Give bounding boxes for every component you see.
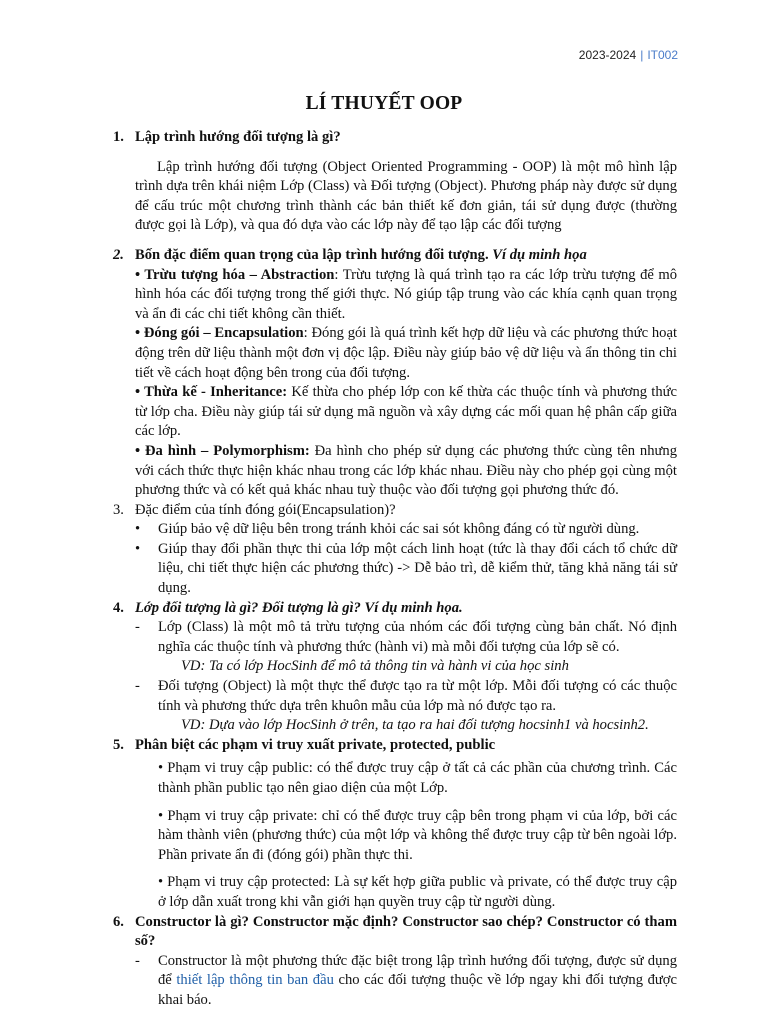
- section-number: 5.: [113, 736, 124, 753]
- feature-text: Đa hình cho phép sử dụng các phương thức cùng tên nhưng với cách thức thực hiện khác nhau trong các lớp khác nhau. Điều này cho phép gọi cùng một phương thức và có kết quả khác nhau tuỳ thuộc vào đối tượng gọi phương thức đó.: [135, 442, 677, 499]
- header-course-code: IT002: [647, 48, 678, 62]
- section-1-paragraph: Lập trình hướng đối tượng (Object Oriented Programming - OOP) là một mô hình lập trình dựa trên khái niệm Lớp (Class) và Đối tượng (Object). Phương pháp này được sử dụng để cấu trúc một chương trình thành các bản thiết kế đơn giản, tái sử dụng được (thường được gọi là Lớp), và qua đó dựa vào các lớp này để tạo lập các đối tượng: [135, 158, 677, 234]
- section-6-heading: [113, 913, 677, 952]
- section-heading-italic: Ví dụ minh họa: [488, 246, 587, 263]
- section-1-heading: [113, 128, 677, 148]
- list-item-text: Lớp (Class) là một mô tả trừu tượng của nhóm các đối tượng cùng bản chất. Nó định nghĩa các thuộc tính và phương thức (hành vi) mà mỗi đối tượng của lớp sẽ có.: [158, 619, 677, 655]
- section-number: 4.: [113, 599, 124, 616]
- list-item: [113, 677, 677, 716]
- header-separator: |: [640, 48, 644, 62]
- section-heading-text: Bốn đặc điểm quan trọng của lập trình hướng đối tượng.: [135, 246, 489, 263]
- list-item-text-continued: cho các đối tượng thuộc về lớp ngay khi đối tượng được khai báo.: [158, 972, 677, 1008]
- dash-marker: -: [135, 619, 140, 636]
- list-item: [113, 540, 677, 599]
- section-3-heading: [113, 501, 677, 521]
- list-item: [113, 952, 677, 1011]
- header-year: 2023-2024: [578, 48, 637, 62]
- scope-item: • Phạm vi truy cập protected: Là sự kết hợp giữa public và private, có thể được truy cập ở lớp dẫn xuất trong khi vẫn giới hạn quyền truy cập từ người dùng.: [158, 874, 677, 910]
- highlighted-phrase: thiết lập thông tin ban đầu: [176, 972, 334, 989]
- section-number: 6.: [113, 913, 124, 930]
- feature-text: : Đóng gói là quá trình kết hợp dữ liệu và các phương thức hoạt động trên dữ liệu thành một đơn vị độc lập. Điều này giúp bảo vệ dữ liệu và ẩn thông tin chi tiết về cách hoạt động bên trong của đối tượng.: [135, 325, 677, 381]
- feature-term: • Đóng gói – Encapsulation: [135, 325, 304, 342]
- feature-item: [113, 442, 677, 501]
- section-number: 1.: [113, 129, 124, 145]
- section-2-heading: [113, 246, 677, 266]
- example-line: VD: Dựa vào lớp HocSinh ở trên, ta tạo ra hai đối tượng hocsinh1 và hocsinh2.: [181, 717, 649, 734]
- feature-item: [113, 383, 677, 442]
- list-item-text: Giúp bảo vệ dữ liệu bên trong tránh khỏi các sai sót không đáng có từ người dùng.: [158, 521, 640, 538]
- section-heading-text: Lập trình hướng đối tượng là gì?: [135, 129, 341, 145]
- feature-text: : Trừu tượng là quá trình tạo ra các lớp trừu tượng để mô hình hóa các đối tượng trong thế giới thực. Nó giúp tập trung vào các khía cạnh quan trọng và ẩn đi các chi tiết không cần thiết.: [135, 266, 677, 322]
- feature-text: Kế thừa cho phép lớp con kế thừa các thuộc tính và phương thức từ lớp cha. Điều này giúp tái sử dụng mã nguồn và xây dựng các mối quan hệ phân cấp giữa các lớp.: [135, 384, 678, 440]
- section-heading-text: Đặc điểm của tính đóng gói(Encapsulation)?: [135, 501, 396, 518]
- list-item: [113, 618, 677, 657]
- document-body: [113, 128, 677, 1011]
- bullet-marker: •: [135, 540, 141, 557]
- dash-marker: -: [135, 952, 140, 969]
- document-title: LÍ THUYẾT OOP: [305, 93, 463, 114]
- list-item-text: Giúp thay đổi phần thực thi của lớp một cách linh hoạt (tức là thay đổi cách tổ chức dữ liệu, chi tiết thực hiện các phương thức) -> Dễ bảo trì, dễ kiểm thử, tăng khả năng tái sử dụng.: [158, 540, 677, 597]
- feature-term: • Trừu tượng hóa – Abstraction: [135, 266, 335, 283]
- section-heading-text: Constructor là gì? Constructor mặc định? Constructor sao chép? Constructor có tham số?: [135, 913, 677, 950]
- section-number: 3.: [113, 501, 124, 518]
- bullet-marker: •: [135, 521, 141, 538]
- list-item-text: Constructor là một phương thức đặc biệt trong lập trình hướng đối tượng, được sử dụng để: [158, 952, 677, 989]
- example-line: VD: Ta có lớp HocSinh để mô tả thông tin và hành vi của học sinh: [181, 658, 569, 675]
- section-number: 2.: [113, 246, 124, 263]
- feature-term: • Đa hình – Polymorphism:: [135, 442, 310, 459]
- feature-term: • Thừa kế - Inheritance:: [135, 384, 288, 401]
- scope-item: • Phạm vi truy cập private: chỉ có thể được truy cập bên trong phạm vi của lớp, bởi các hàm thành viên (phương thức) của một lớp và không thể được truy cập từ bên ngoài lớp. Phần private ẩn đi (đóng gói) phần thực thi.: [158, 807, 677, 863]
- section-4-heading: [113, 599, 677, 619]
- section-heading-italic: Ví dụ minh họa.: [360, 599, 463, 616]
- list-item-text: Đối tượng (Object) là một thực thể được tạo ra từ một lớp. Mỗi đối tượng có các thuộc tính và phương thức dựa trên khuôn mẫu của lớp mà nó được tạo ra.: [158, 678, 677, 714]
- list-item: [113, 520, 677, 540]
- section-heading-text: Phân biệt các phạm vi truy xuất private, protected, public: [135, 736, 496, 753]
- page-header: [579, 48, 678, 62]
- scope-item: • Phạm vi truy cập public: có thể được truy cập ở tất cả các phần của chương trình. Các thành phần public tạo nên giao diện của một Lớp.: [158, 760, 677, 796]
- feature-item: [113, 324, 677, 383]
- section-5-heading: [113, 736, 677, 756]
- section-heading-text: Lớp đối tượng là gì? Đối tượng là gì?: [135, 599, 361, 616]
- feature-item: [113, 266, 677, 325]
- dash-marker: -: [135, 678, 140, 695]
